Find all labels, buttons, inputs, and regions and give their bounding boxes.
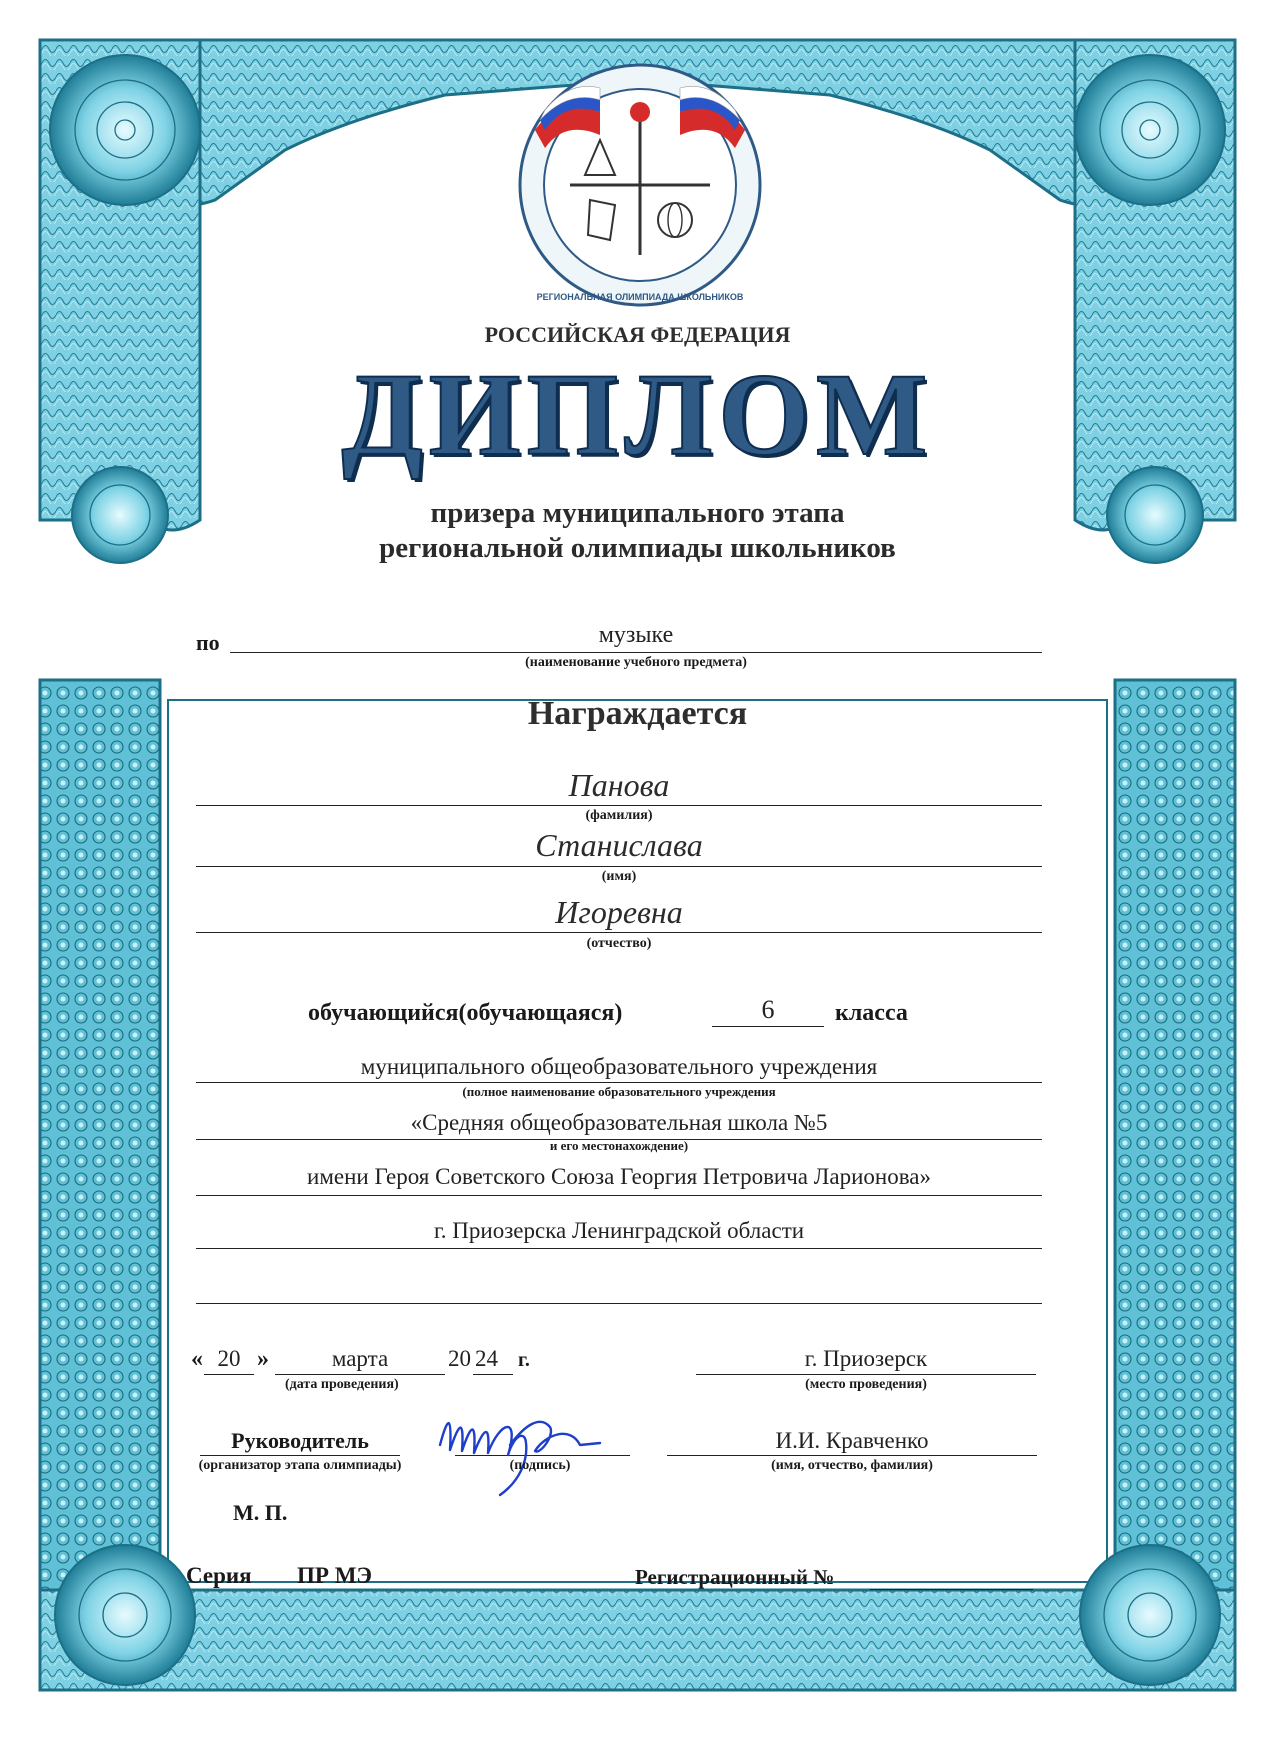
date-year-prefix: 20 bbox=[448, 1346, 471, 1371]
stamp-place-label: М. П. bbox=[233, 1500, 288, 1525]
date-day-underline bbox=[204, 1374, 254, 1375]
school-line-1: муниципального общеобразовательного учреждения bbox=[360, 1054, 878, 1079]
date-month: марта bbox=[331, 1346, 389, 1371]
date-year-suffix: 24 bbox=[475, 1346, 498, 1371]
subtitle-line-2: региональной олимпиады школьников bbox=[379, 532, 896, 564]
date-close-quote: » bbox=[257, 1346, 269, 1372]
head-name-underline bbox=[667, 1455, 1037, 1456]
head-caption: (организатор этапа олимпиады) bbox=[198, 1458, 402, 1473]
grade-prefix: обучающийся(обучающаяся) bbox=[308, 1000, 623, 1026]
date-month-underline bbox=[275, 1374, 445, 1375]
signature-caption: (подпись) bbox=[509, 1458, 571, 1473]
school-underline-4 bbox=[196, 1248, 1042, 1249]
grade-suffix: класса bbox=[835, 1000, 908, 1026]
school-line-3: имени Героя Советского Союза Георгия Петровича Ларионова» bbox=[307, 1164, 931, 1189]
surname-value: Панова bbox=[568, 767, 670, 803]
name-value: Станислава bbox=[535, 827, 703, 863]
subject-value: музыке bbox=[598, 622, 674, 648]
series-value: ПР МЭ bbox=[297, 1563, 372, 1588]
subject-prefix: по bbox=[196, 630, 220, 655]
subject-caption: (наименование учебного предмета) bbox=[525, 655, 747, 670]
date-open-quote: « bbox=[191, 1346, 203, 1372]
olympiad-emblem bbox=[520, 65, 760, 305]
name-caption: (имя) bbox=[601, 869, 637, 884]
place-caption: (место проведения) bbox=[805, 1377, 927, 1392]
date-year-unit: г. bbox=[518, 1349, 530, 1371]
subject-underline bbox=[230, 652, 1042, 653]
series-label: Серия bbox=[186, 1563, 252, 1588]
place-underline bbox=[696, 1374, 1036, 1375]
subtitle-line-1: призера муниципального этапа bbox=[430, 497, 845, 529]
grade-value: 6 bbox=[761, 995, 775, 1024]
school-underline-5 bbox=[196, 1303, 1042, 1304]
surname-underline bbox=[196, 805, 1042, 806]
country-heading: РОССИЙСКАЯ ФЕДЕРАЦИЯ bbox=[484, 322, 791, 347]
date-day: 20 bbox=[217, 1346, 241, 1371]
head-name-value: И.И. Кравченко bbox=[775, 1428, 929, 1453]
patronymic-underline bbox=[196, 932, 1042, 933]
head-label-underline bbox=[200, 1455, 400, 1456]
emblem-caption: РЕГИОНАЛЬНАЯ ОЛИМПИАДА ШКОЛЬНИКОВ bbox=[536, 292, 744, 302]
signature-mark bbox=[430, 1385, 630, 1500]
name-underline bbox=[196, 866, 1042, 867]
school-underline-3 bbox=[196, 1195, 1042, 1196]
registration-label: Регистрационный № bbox=[635, 1565, 835, 1589]
school-caption-2: и его местонахождение) bbox=[549, 1138, 689, 1153]
grade-underline bbox=[712, 1026, 824, 1027]
patronymic-value: Игоревна bbox=[555, 894, 683, 930]
school-caption-1: (полное наименование образовательного учреждения bbox=[462, 1084, 776, 1099]
surname-caption: (фамилия) bbox=[585, 808, 653, 823]
awarded-heading: Награждается bbox=[527, 695, 748, 732]
head-name-caption: (имя, отчество, фамилия) bbox=[771, 1458, 933, 1473]
registration-underline bbox=[870, 1589, 1033, 1590]
school-line-2: «Средняя общеобразовательная школа №5 bbox=[410, 1110, 828, 1135]
diploma-title: ДИПЛОМ bbox=[341, 349, 934, 480]
date-year-underline bbox=[473, 1374, 513, 1375]
school-line-4: г. Приозерска Ленинградской области bbox=[433, 1218, 805, 1243]
patronymic-caption: (отчество) bbox=[586, 936, 652, 951]
school-underline-1 bbox=[196, 1082, 1042, 1083]
date-caption: (дата проведения) bbox=[285, 1377, 399, 1392]
head-label: Руководитель bbox=[231, 1428, 369, 1453]
place-value: г. Приозерск bbox=[804, 1346, 928, 1371]
